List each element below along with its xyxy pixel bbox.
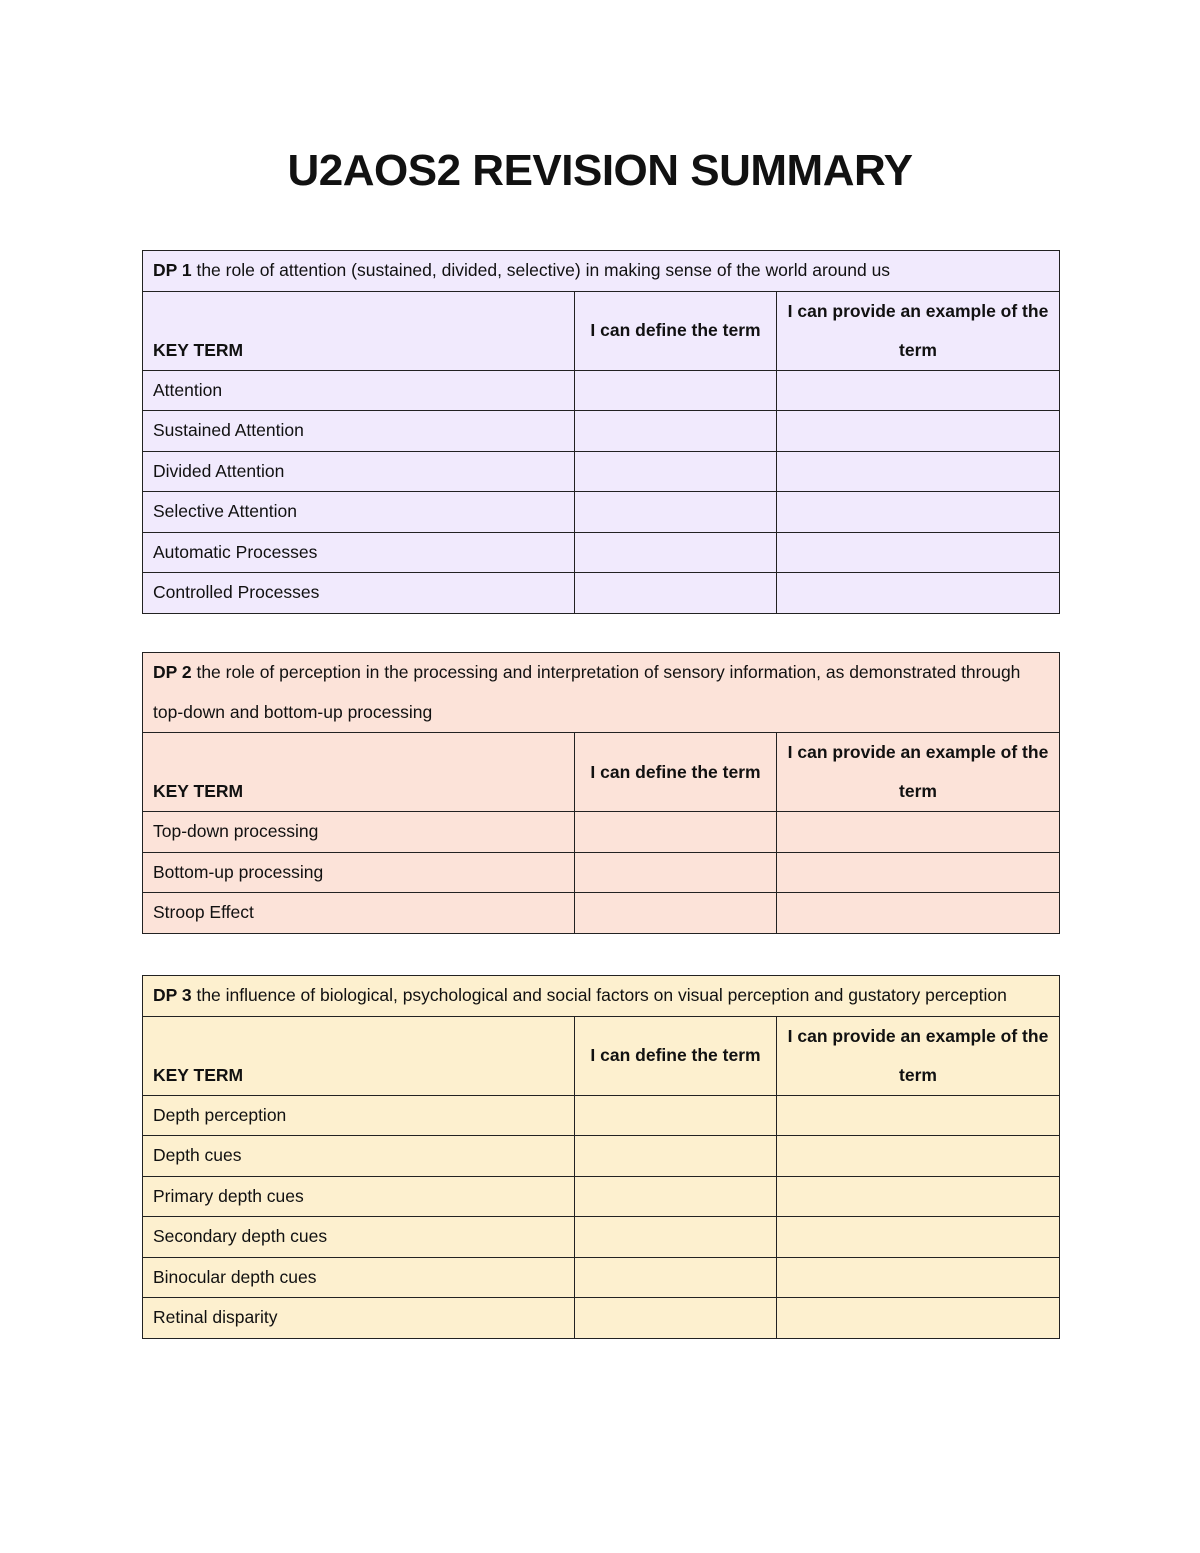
dp-label: DP 2 — [153, 662, 192, 682]
key-term-cell: Depth perception — [143, 1095, 575, 1136]
define-check-cell[interactable] — [575, 893, 777, 934]
dp-label: DP 1 — [153, 260, 192, 280]
define-header: I can define the term — [575, 291, 777, 370]
example-check-cell[interactable] — [777, 573, 1060, 614]
define-check-cell[interactable] — [575, 1136, 777, 1177]
table-row — [143, 1095, 1060, 1136]
dp-heading-row — [143, 976, 1060, 1017]
define-header: I can define the term — [575, 733, 777, 812]
define-check-cell[interactable] — [575, 532, 777, 573]
example-header: I can provide an example of the term — [777, 291, 1060, 370]
table-row — [143, 532, 1060, 573]
table-row — [143, 893, 1060, 934]
key-term-cell: Attention — [143, 370, 575, 411]
define-check-cell[interactable] — [575, 451, 777, 492]
define-check-cell[interactable] — [575, 852, 777, 893]
example-check-cell[interactable] — [777, 492, 1060, 533]
example-check-cell[interactable] — [777, 1298, 1060, 1339]
define-check-cell[interactable] — [575, 1298, 777, 1339]
table-row — [143, 1136, 1060, 1177]
dp-heading-row — [143, 653, 1060, 733]
dp1-table — [142, 250, 1060, 614]
dp-description: the role of perception in the processing and interpretation of sensory information, as demonstrated through top-down and bottom-up processing — [153, 662, 1021, 722]
dp-label: DP 3 — [153, 985, 192, 1005]
define-check-cell[interactable] — [575, 573, 777, 614]
define-check-cell[interactable] — [575, 812, 777, 853]
key-term-cell: Automatic Processes — [143, 532, 575, 573]
example-check-cell[interactable] — [777, 532, 1060, 573]
define-check-cell[interactable] — [575, 1257, 777, 1298]
example-check-cell[interactable] — [777, 812, 1060, 853]
dp-heading — [143, 653, 1060, 733]
example-check-cell[interactable] — [777, 852, 1060, 893]
key-term-cell: Top-down processing — [143, 812, 575, 853]
example-header: I can provide an example of the term — [777, 1016, 1060, 1095]
dp-heading-row — [143, 251, 1060, 292]
page-title: U2AOS2 REVISION SUMMARY — [287, 146, 913, 195]
example-check-cell[interactable] — [777, 370, 1060, 411]
key-term-cell: Sustained Attention — [143, 411, 575, 452]
key-term-cell: Depth cues — [143, 1136, 575, 1177]
example-header: I can provide an example of the term — [777, 733, 1060, 812]
header-row — [143, 733, 1060, 812]
key-term-cell: Selective Attention — [143, 492, 575, 533]
table-row — [143, 370, 1060, 411]
dp-heading — [143, 976, 1060, 1017]
define-check-cell[interactable] — [575, 492, 777, 533]
header-row — [143, 1016, 1060, 1095]
example-check-cell[interactable] — [777, 451, 1060, 492]
example-check-cell[interactable] — [777, 1176, 1060, 1217]
key-term-cell: Secondary depth cues — [143, 1217, 575, 1258]
define-header: I can define the term — [575, 1016, 777, 1095]
header-row — [143, 291, 1060, 370]
table-row — [143, 492, 1060, 533]
example-check-cell[interactable] — [777, 411, 1060, 452]
table-row — [143, 1257, 1060, 1298]
define-check-cell[interactable] — [575, 1095, 777, 1136]
table-row — [143, 451, 1060, 492]
table-row — [143, 411, 1060, 452]
key-term-header: KEY TERM — [143, 1016, 575, 1095]
dp3-table — [142, 975, 1060, 1339]
table-row — [143, 1298, 1060, 1339]
define-check-cell[interactable] — [575, 1176, 777, 1217]
define-check-cell[interactable] — [575, 1217, 777, 1258]
key-term-cell: Divided Attention — [143, 451, 575, 492]
table-row — [143, 812, 1060, 853]
key-term-cell: Stroop Effect — [143, 893, 575, 934]
dp-description: the role of attention (sustained, divided, selective) in making sense of the world around us — [191, 260, 891, 280]
table-row — [143, 573, 1060, 614]
dp2-table — [142, 652, 1060, 934]
table-row — [143, 852, 1060, 893]
example-check-cell[interactable] — [777, 1136, 1060, 1177]
define-check-cell[interactable] — [575, 370, 777, 411]
dp-heading — [143, 251, 1060, 292]
key-term-cell: Retinal disparity — [143, 1298, 575, 1339]
dp-description: the influence of biological, psychological and social factors on visual perception and gustatory perception — [191, 985, 1007, 1005]
key-term-cell: Binocular depth cues — [143, 1257, 575, 1298]
table-row — [143, 1217, 1060, 1258]
key-term-header: KEY TERM — [143, 733, 575, 812]
example-check-cell[interactable] — [777, 1217, 1060, 1258]
define-check-cell[interactable] — [575, 411, 777, 452]
key-term-header: KEY TERM — [143, 291, 575, 370]
key-term-cell: Bottom-up processing — [143, 852, 575, 893]
example-check-cell[interactable] — [777, 893, 1060, 934]
key-term-cell: Controlled Processes — [143, 573, 575, 614]
table-row — [143, 1176, 1060, 1217]
key-term-cell: Primary depth cues — [143, 1176, 575, 1217]
example-check-cell[interactable] — [777, 1257, 1060, 1298]
example-check-cell[interactable] — [777, 1095, 1060, 1136]
